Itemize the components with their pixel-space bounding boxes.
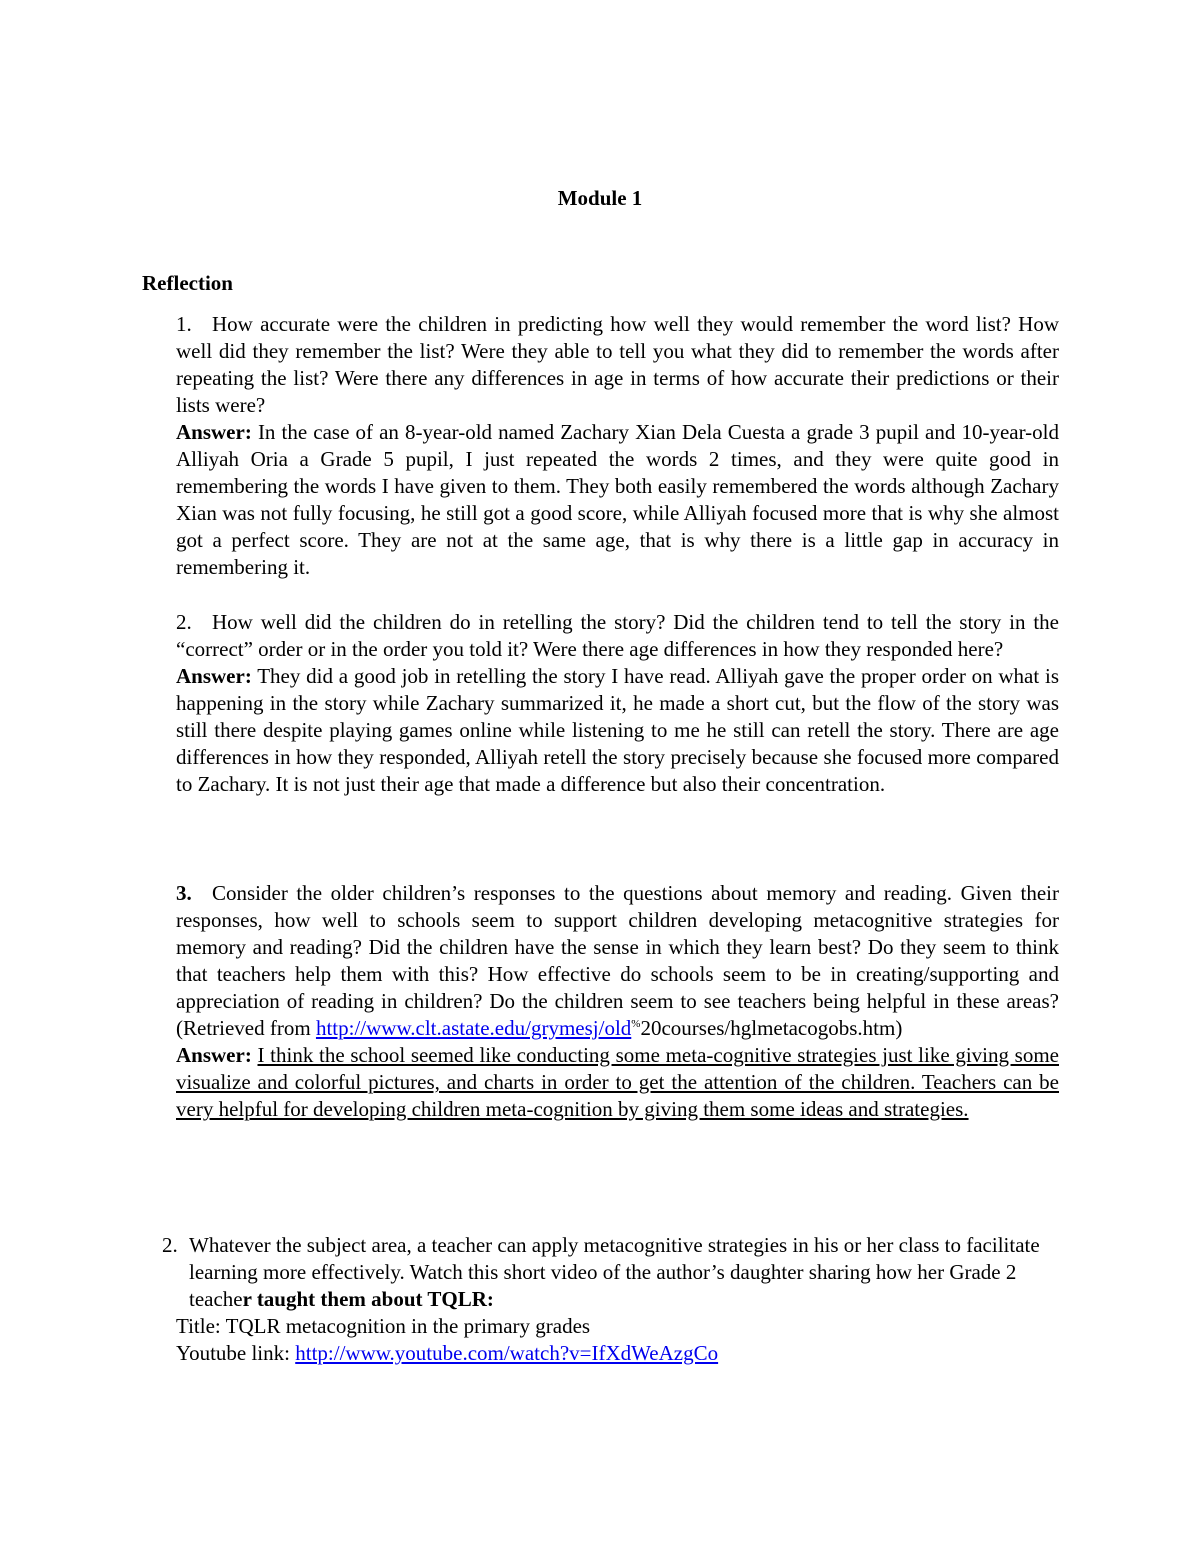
answer-2-label: Answer: <box>176 664 252 688</box>
answer-3-label: Answer: <box>176 1043 252 1067</box>
question-3-number: 3. <box>176 881 192 905</box>
question-2-text: How well did the children do in retelling the story? Did the children tend to tell the story in the “correct” order or in the order you told it? Were there age differences in how they responded here? <box>176 610 1059 661</box>
answer-1-text: In the case of an 8-year-old named Zachary Xian Dela Cuesta a grade 3 pupil and 10-year-old Alliyah Oria a Grade 5 pupil, I just repeated the words 2 times, and they were quite good in remembering the words I have given to them. They both easily remembered the words although Zachary Xian was not fully focusing, he still got a good score, while Alliyah focused more that is why she almost got a perfect score. They are not at the same age, that is why there is a little gap in accuracy in remembering it. <box>176 420 1060 579</box>
question-1-number: 1. <box>176 312 192 336</box>
question-1-text: How accurate were the children in predicting how well they would remember the word list? How well did they remember the list? Were they able to tell you what they did to remember the words after repeating the list? Were there any differences in age in terms of how accurate their predictions or their lists were? <box>176 312 1059 417</box>
answer-3-text: I think the school seemed like conducting some meta-cognitive strategies just like giving some visualize and colorful pictures, and charts in order to get the attention of the children. Teachers can be very helpful for developing children meta-cognition by giving them some ideas and strategies. <box>176 1043 1059 1121</box>
answer-1-label: Answer: <box>176 420 252 444</box>
item-2-bold-tail: r taught them about TQLR: <box>242 1287 494 1311</box>
question-2 <box>176 609 1059 798</box>
question-2-number: 2. <box>176 610 192 634</box>
youtube-line <box>176 1340 718 1367</box>
item-2-number: 2. <box>162 1233 178 1257</box>
video-title: Title: TQLR metacognition in the primary grades <box>176 1314 591 1338</box>
section-heading: Reflection <box>142 271 233 295</box>
item-2-text: Whatever the subject area, a teacher can apply metacognitive strategies in his or her class to facilitate learning more effectively. Watch this short video of the author’s daughter sharing how her Grade 2 teache <box>189 1233 1040 1311</box>
youtube-label: Youtube link: <box>176 1341 290 1365</box>
item-2 <box>162 1232 1062 1313</box>
question-3 <box>176 880 1059 1123</box>
reference-link-tail: 20courses/hglmetacogobs.htm) <box>640 1016 903 1040</box>
youtube-link[interactable]: http://www.youtube.com/watch?v=IfXdWeAzgCo <box>295 1341 719 1365</box>
answer-2-text: They did a good job in retelling the story I have read. Alliyah gave the proper order on what is happening in the story while Zachary summarized it, he made a short cut, but the flow of the story was still there despite playing games online while listening to me he still can retell the story. There are age differences in how they responded, Alliyah retell the story precisely because she focused more compared to Zachary. It is not just their age that made a difference but also their concentration. <box>176 664 1059 796</box>
question-3-text: Consider the older children’s responses to the questions about memory and reading. Given their responses, how well to schools seem to support children developing metacognitive strategies for memory and reading? Did the children have the sense in which they learn best? Do they seem to think that teachers help them with this? How effective do schools seem to be in creating/supporting and appreciation of reading in children? Do the children seem to see teachers being helpful in these areas? (Retrieved from <box>176 881 1059 1040</box>
page-title: Module 1 <box>557 186 643 210</box>
reference-link[interactable]: http://www.clt.astate.edu/grymesj/old <box>315 1016 632 1040</box>
question-1 <box>176 311 1059 581</box>
link-percent: % <box>631 1018 641 1030</box>
